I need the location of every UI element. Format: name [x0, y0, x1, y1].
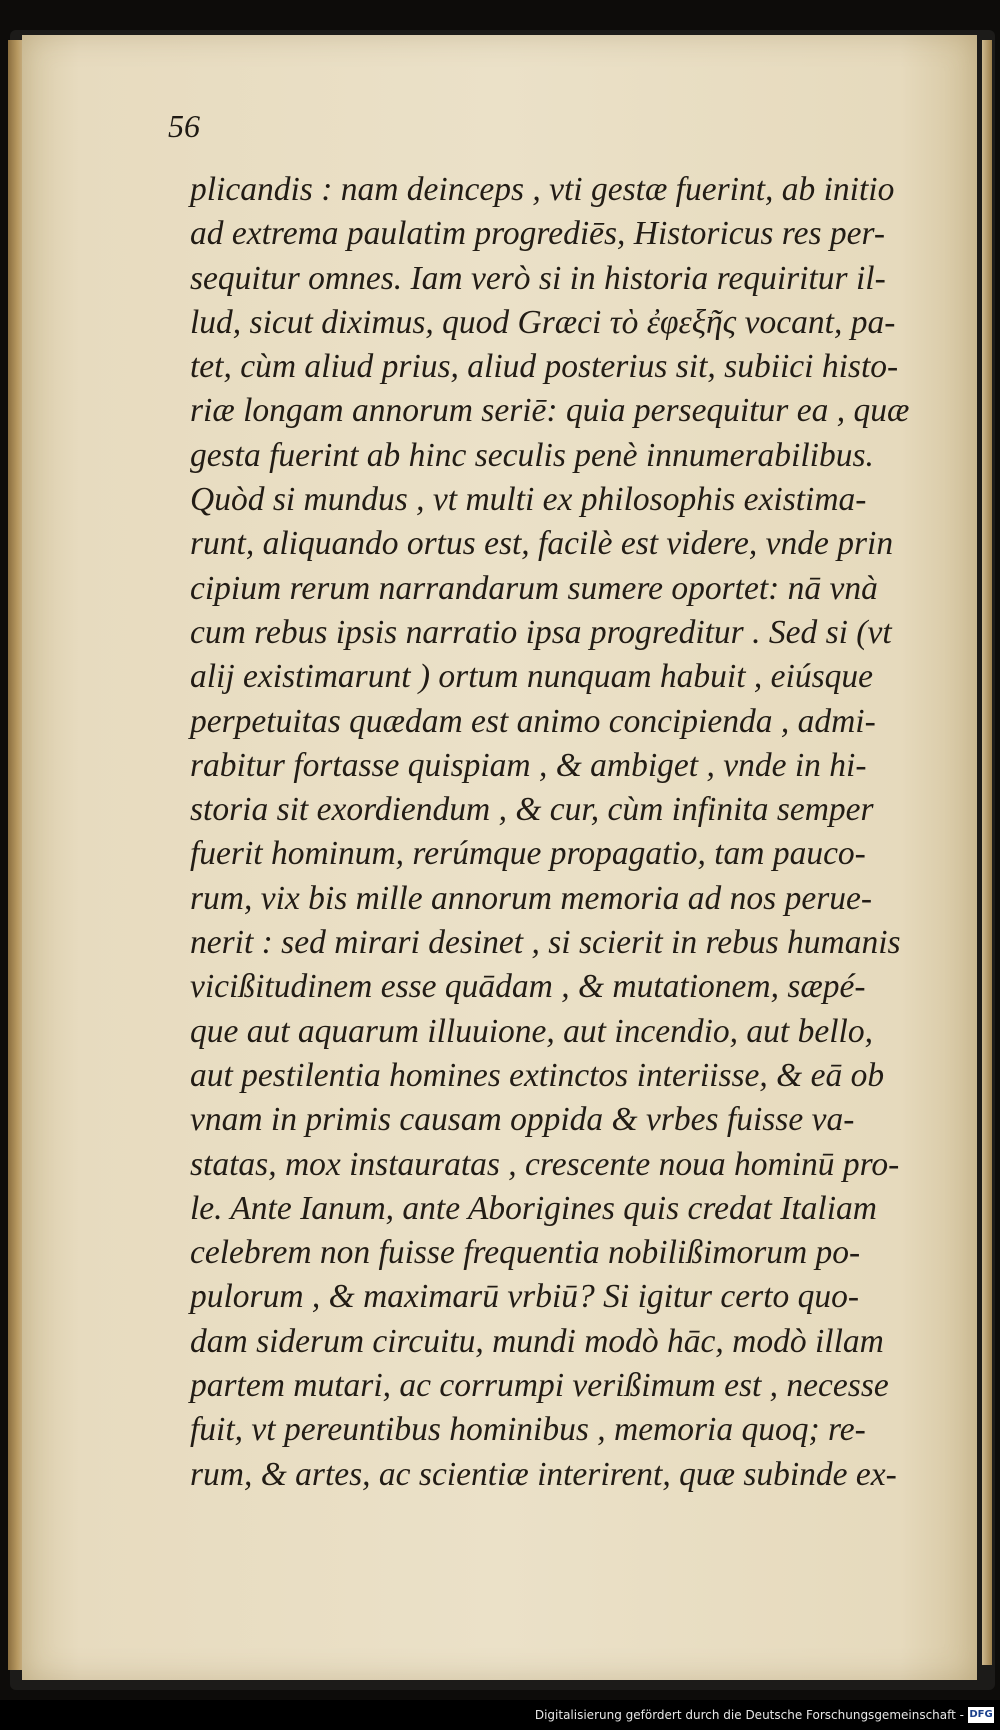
text-line: perpetuitas quædam est animo concipienda , admi- [190, 702, 876, 740]
text-line: le. Ante Ianum, ante Aborigines quis credat Italiam [190, 1189, 877, 1227]
text-line: cipium rerum narrandarum sumere oportet: nā vnà [190, 569, 878, 607]
text-line: nerit : sed mirari desinet , si scierit in rebus humanis [190, 924, 901, 962]
text-line: statas, mox instauratas , crescente noua hominū pro- [190, 1145, 900, 1183]
text-line: ad extrema paulatim progrediēs, Historicus res per- [190, 215, 885, 253]
text-line: rabitur fortasse quispiam , & ambiget , vnde in hi- [190, 746, 867, 784]
text-line: que aut aquarum illuuione, aut incendio, aut bello, [190, 1012, 873, 1050]
text-line: alij existimarunt ) ortum nunquam habuit , eiúsque [190, 658, 873, 696]
footer-credit: Digitalisierung gefördert durch die Deutsche Forschungsgemeinschaft - [534, 1708, 964, 1722]
text-line: vnam in primis causam oppida & vrbes fuisse va- [190, 1101, 855, 1139]
text-line: lud, sicut diximus, quod Græci τὸ ἐφεξῆς vocant, pa- [190, 303, 896, 341]
text-line: rum, & artes, ac scientiæ interirent, quæ subinde ex- [190, 1455, 897, 1493]
text-line: runt, aliquando ortus est, facilè est videre, vnde prin [190, 525, 894, 563]
text-line: fuerit hominum, rerúmque propagatio, tam pauco- [190, 835, 866, 873]
text-line: partem mutari, ac corrumpi verißimum est , necesse [190, 1367, 889, 1405]
text-line: riæ longam annorum seriē: quia persequitur ea , quæ [190, 392, 910, 430]
text-line: gesta fuerint ab hinc seculis penè innumerabilibus. [190, 436, 874, 474]
page-text [190, 168, 910, 1497]
text-line: rum, vix bis mille annorum memoria ad nos perue- [190, 879, 873, 917]
text-line: storia sit exordiendum , & cur, cùm infinita semper [190, 791, 874, 829]
dfg-logo: DFG [968, 1707, 994, 1723]
text-line: cum rebus ipsis narratio ipsa progreditur . Sed si (vt [190, 613, 892, 651]
text-line: aut pestilentia homines extinctos interiisse, & eā ob [190, 1056, 885, 1094]
text-line: dam siderum circuitu, mundi modò hāc, modò illam [190, 1322, 884, 1360]
text-line: tet, cùm aliud prius, aliud posterius sit, subiici histo- [190, 348, 899, 386]
page-edge-right [982, 40, 992, 1665]
footer-bar [0, 1700, 1000, 1730]
text-line: sequitur omnes. Iam verò si in historia requiritur il- [190, 259, 886, 297]
text-line: fuit, vt pereuntibus hominibus , memoria quoq; re- [190, 1411, 866, 1449]
text-line: vicißitudinem esse quādam , & mutationem, sæpé- [190, 968, 866, 1006]
text-line: celebrem non fuisse frequentia nobilißimorum po- [190, 1234, 861, 1272]
text-line: pulorum , & maximarū vrbiū? Si igitur certo quo- [190, 1278, 860, 1316]
text-line: Quòd si mundus , vt multi ex philosophis existima- [190, 481, 867, 519]
text-line: plicandis : nam deinceps , vti gestæ fuerint, ab initio [190, 171, 895, 208]
page-number: 56 [168, 108, 200, 144]
